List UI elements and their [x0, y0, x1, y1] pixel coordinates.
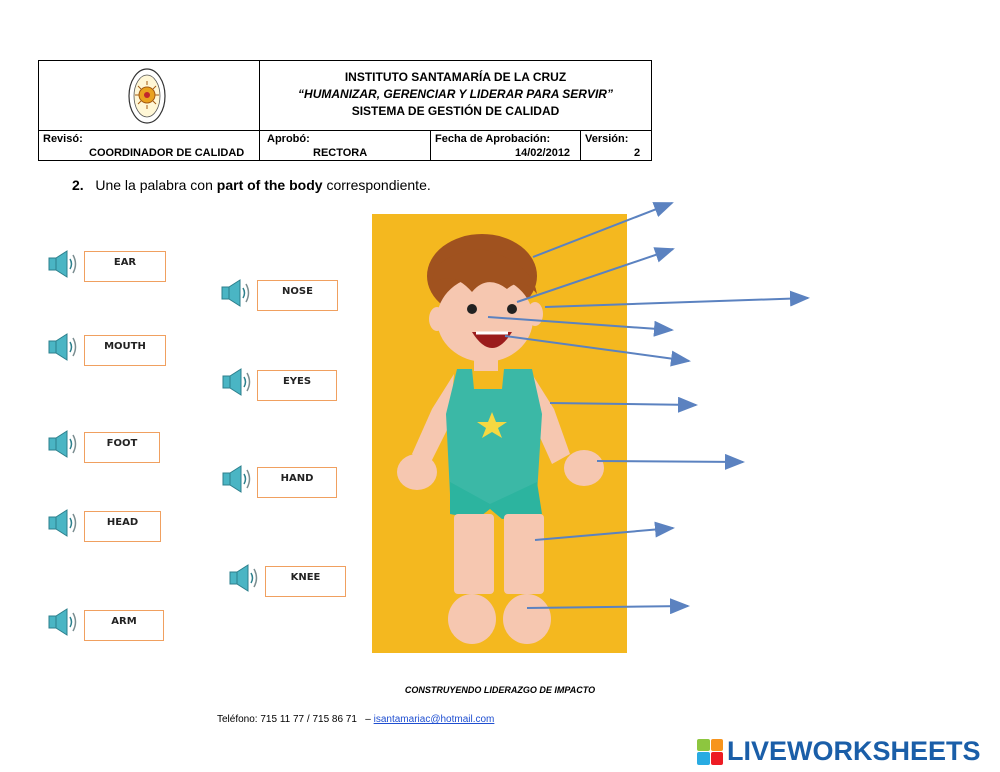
version-label: Versión: [585, 133, 629, 145]
word-ear[interactable]: EAR [84, 251, 166, 282]
liveworksheets-brand[interactable] [697, 736, 981, 767]
word-nose[interactable]: NOSE [257, 280, 338, 311]
arrow-knee[interactable] [535, 528, 673, 540]
word-arm[interactable]: ARM [84, 610, 164, 641]
arrow-arm[interactable] [550, 403, 696, 405]
arrow-hand[interactable] [597, 461, 743, 462]
word-hand[interactable]: HAND [257, 467, 337, 498]
footer-phone: Teléfono: 715 11 77 / 715 86 71 [217, 714, 357, 725]
footer-separator: – [365, 714, 371, 725]
arrow-mouth[interactable] [505, 336, 689, 361]
aprobo-label: Aprobó: [267, 133, 310, 145]
exercise-number: 2. [72, 177, 84, 193]
version-value: 2 [634, 147, 641, 159]
arrow-foot[interactable] [527, 606, 688, 608]
reviso-value: COORDINADOR DE CALIDAD [89, 147, 245, 159]
fecha-value: 14/02/2012 [515, 147, 571, 159]
arrow-ear[interactable] [545, 298, 808, 307]
word-eyes[interactable]: EYES [257, 370, 337, 401]
arrow-head[interactable] [533, 203, 672, 257]
instruction-bold: part of the body [216, 177, 323, 193]
quality-system-title: SISTEMA DE GESTIÓN DE CALIDAD [351, 104, 560, 118]
liveworksheets-logo-icon [697, 739, 723, 765]
footer-email-link[interactable]: isantamariac@hotmail.com [373, 714, 495, 725]
liveworksheets-wordmark: LIVEWORKSHEETS [727, 736, 981, 766]
instruction-text-after: correspondiente. [326, 177, 431, 193]
word-head[interactable]: HEAD [84, 511, 161, 542]
aprobo-value: RECTORA [313, 147, 368, 159]
arrow-eyes[interactable] [517, 249, 673, 302]
arrow-nose[interactable] [488, 317, 672, 330]
institution-slogan: “HUMANIZAR, GERENCIAR Y LIDERAR PARA SERVIR” [298, 87, 613, 101]
footer-motto: CONSTRUYENDO LIDERAZGO DE IMPACTO [404, 685, 596, 695]
word-foot[interactable]: FOOT [84, 432, 160, 463]
instruction-text-before: Une la palabra con [95, 177, 213, 193]
fecha-label: Fecha de Aprobación: [435, 133, 551, 145]
footer-contact [217, 714, 494, 725]
reviso-label: Revisó: [43, 133, 83, 145]
word-mouth[interactable]: MOUTH [84, 335, 166, 366]
institution-name: INSTITUTO SANTAMARÍA DE LA CRUZ [344, 70, 567, 84]
word-knee[interactable]: KNEE [265, 566, 346, 597]
